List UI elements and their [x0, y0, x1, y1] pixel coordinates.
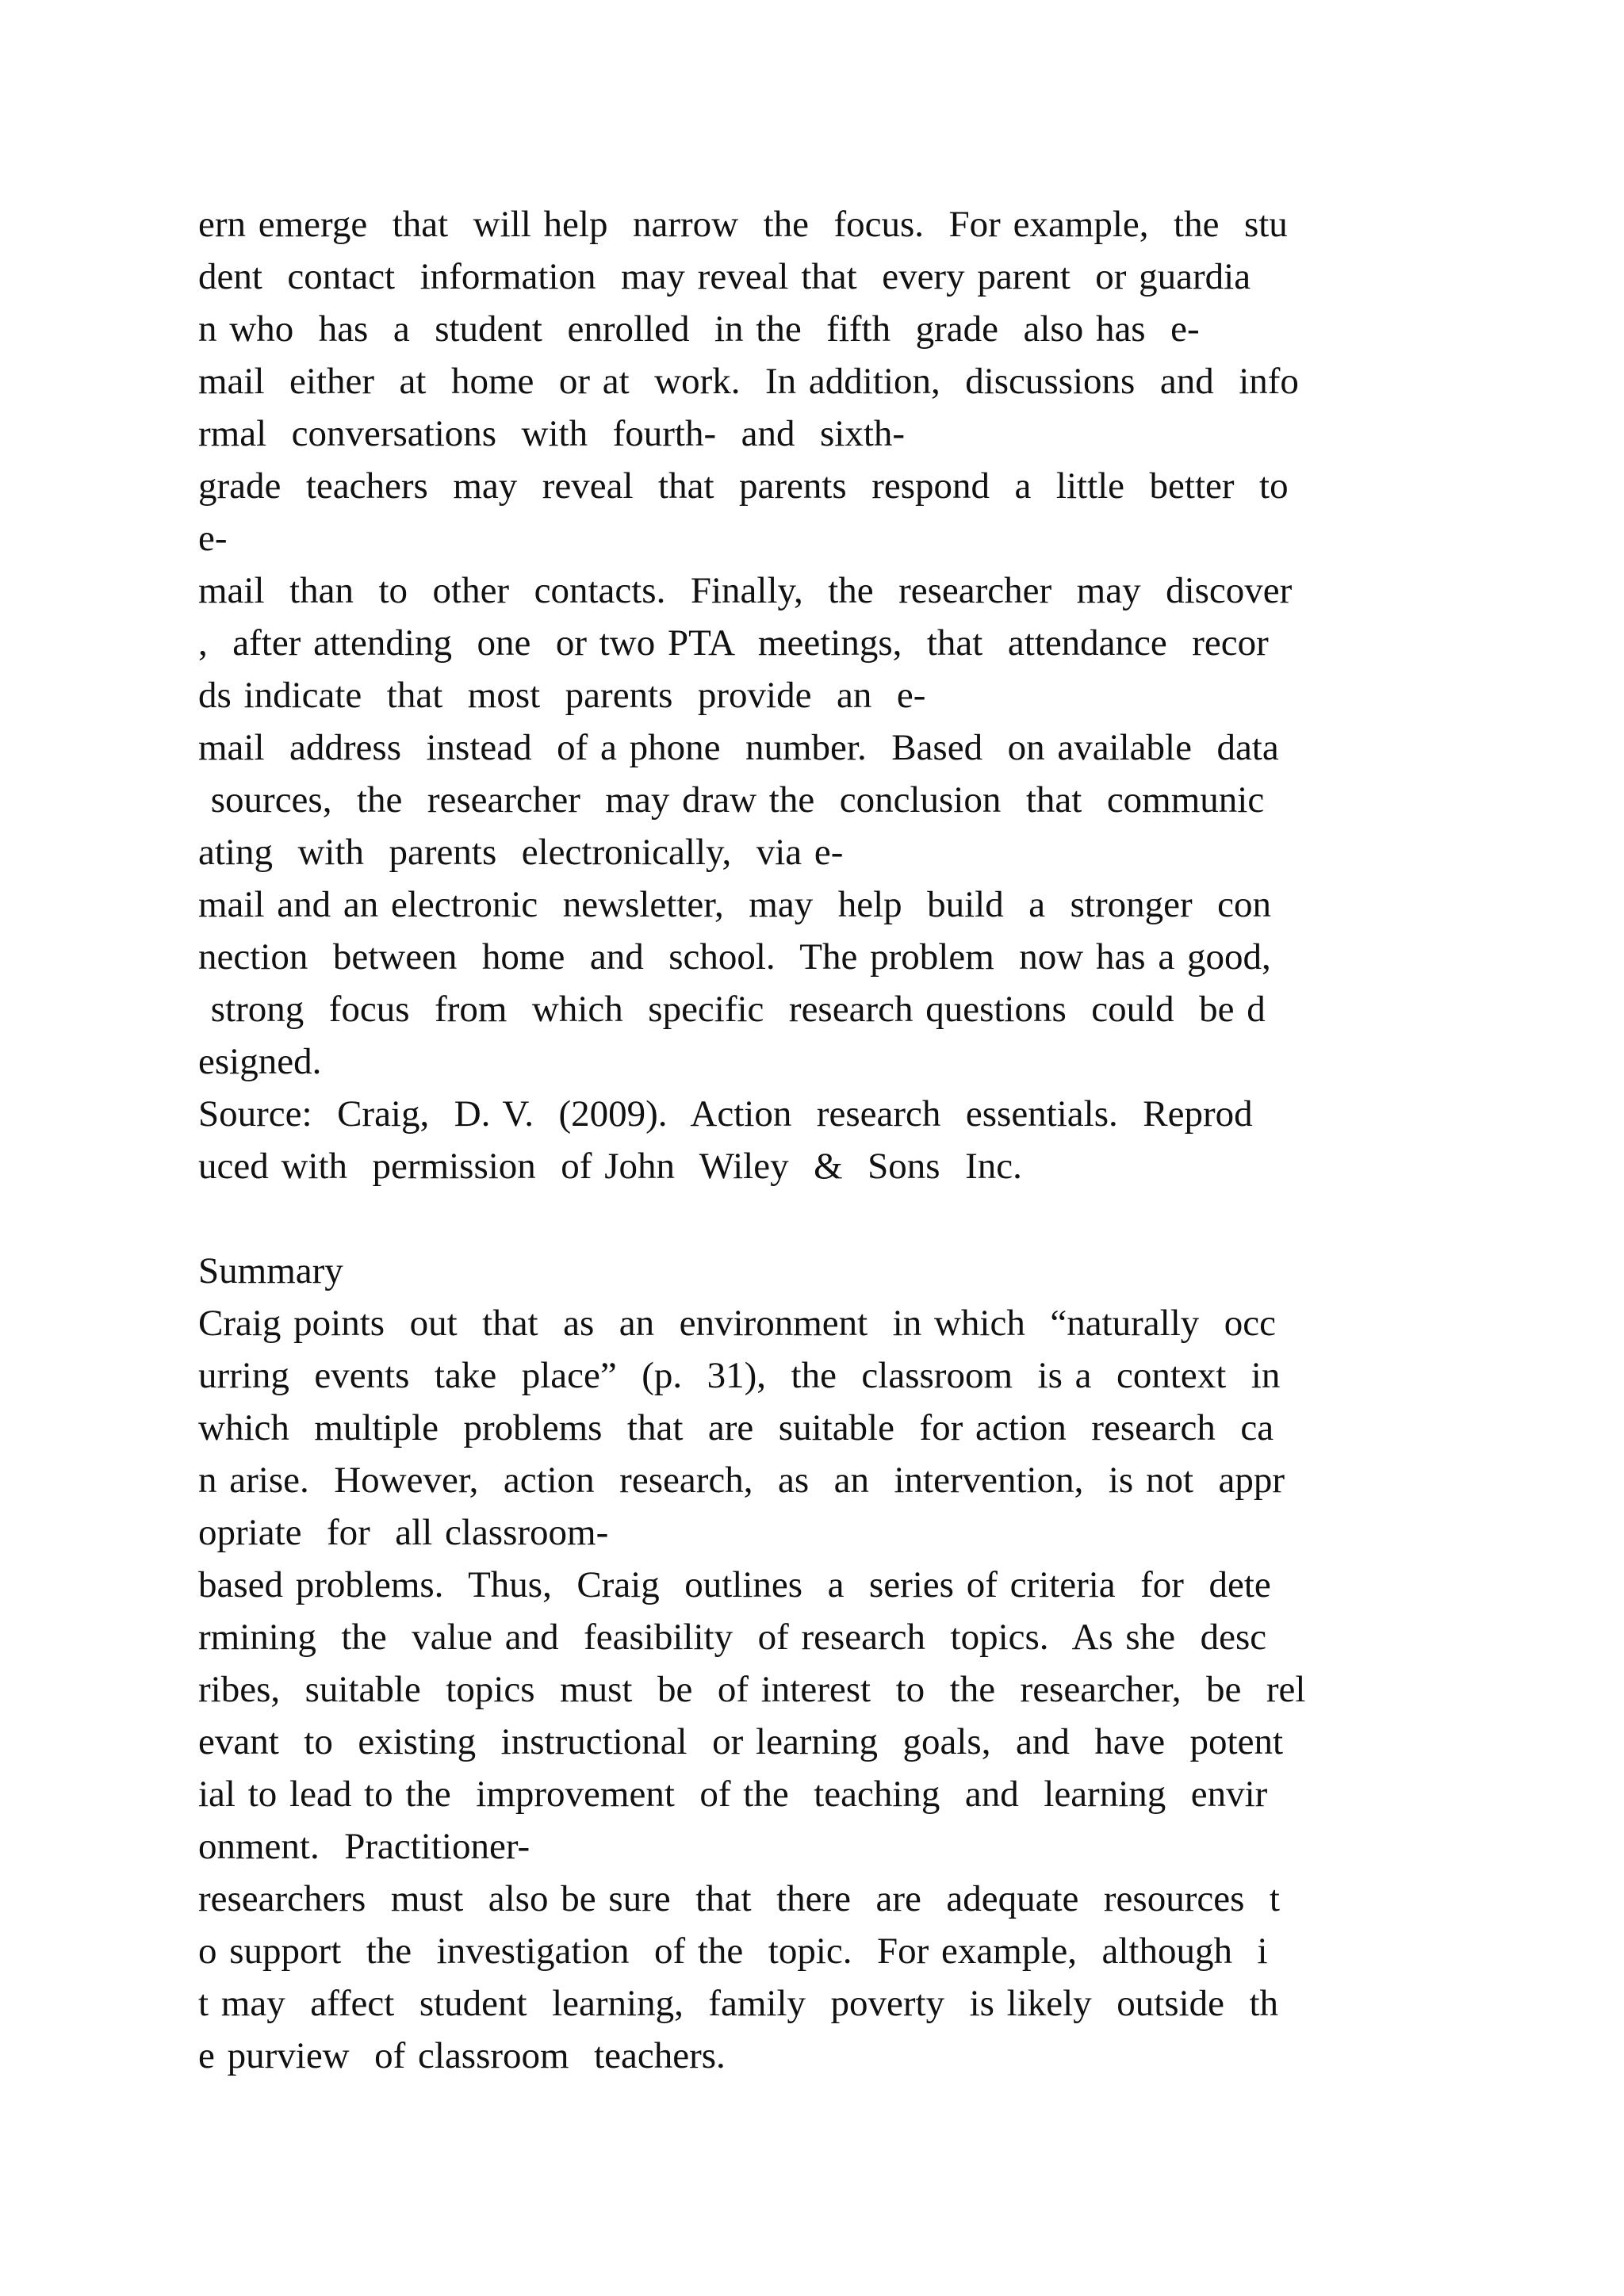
text-line: t may affect student learning, family poverty is likely outside th [198, 1983, 1279, 2024]
text-line: urring events take place” (p. 31), the classroom is a context in [198, 1355, 1281, 1396]
text-line: dent contact information may reveal that every parent or guardia [198, 256, 1251, 297]
text-line: strong focus from which specific research questions could be d [198, 989, 1266, 1030]
text-line: ial to lead to the improvement of the teaching and learning envir [198, 1774, 1268, 1815]
text-line: rmal conversations with fourth- and sixth- [198, 413, 906, 454]
text-line: mail than to other contacts. Finally, the researcher may discover [198, 570, 1293, 611]
text-line: mail and an electronic newsletter, may help build a stronger con [198, 884, 1271, 925]
text-line: grade teachers may reveal that parents respond a little better to [198, 465, 1289, 507]
text-line: e- [198, 518, 228, 559]
text-line: e purview of classroom teachers. [198, 2035, 726, 2076]
text-line: ern emerge that will help narrow the focus. For example, the stu [198, 204, 1288, 245]
text-line: based problems. Thus, Craig outlines a series of criteria for dete [198, 1564, 1271, 1605]
text-line: ds indicate that most parents provide an e- [198, 675, 926, 716]
text-line: n who has a student enrolled in the fifth grade also has e- [198, 308, 1200, 350]
text-line: esigned. [198, 1041, 322, 1082]
blank-line [198, 1192, 1451, 1245]
text-line: sources, the researcher may draw the conclusion that communic [198, 779, 1265, 821]
text-line: uced with permission of John Wiley & Sons Inc. [198, 1146, 1022, 1187]
text-line: ating with parents electronically, via e- [198, 832, 844, 873]
source-citation [198, 1088, 1451, 1192]
text-line: ribes, suitable topics must be of interest to the researcher, be rel [198, 1669, 1306, 1710]
summary-section [198, 1245, 1451, 2082]
text-line: onment. Practitioner- [198, 1826, 530, 1867]
text-line: nection between home and school. The problem now has a good, [198, 936, 1271, 978]
text-line: mail address instead of a phone number. Based on available data [198, 727, 1279, 768]
document-body [198, 198, 1451, 2082]
text-line: Source: Craig, D. V. (2009). Action research essentials. Reprod [198, 1093, 1253, 1135]
text-line: opriate for all classroom- [198, 1512, 609, 1553]
text-line: n arise. However, action research, as an intervention, is not appr [198, 1460, 1285, 1501]
text-line: rmining the value and feasibility of research topics. As she desc [198, 1617, 1267, 1658]
text-line: researchers must also be sure that there are adequate resources t [198, 1878, 1280, 1919]
text-line: which multiple problems that are suitable for action research ca [198, 1407, 1274, 1448]
text-line: Craig points out that as an environment in which “naturally occ [198, 1303, 1276, 1344]
text-line: evant to existing instructional or learning goals, and have potent [198, 1721, 1284, 1762]
section-heading: Summary [198, 1250, 343, 1292]
text-line: , after attending one or two PTA meetings, that attendance recor [198, 622, 1269, 664]
text-line: o support the investigation of the topic. For example, although i [198, 1931, 1268, 1972]
paragraph-example [198, 198, 1451, 1088]
text-line: mail either at home or at work. In addition, discussions and info [198, 361, 1299, 402]
